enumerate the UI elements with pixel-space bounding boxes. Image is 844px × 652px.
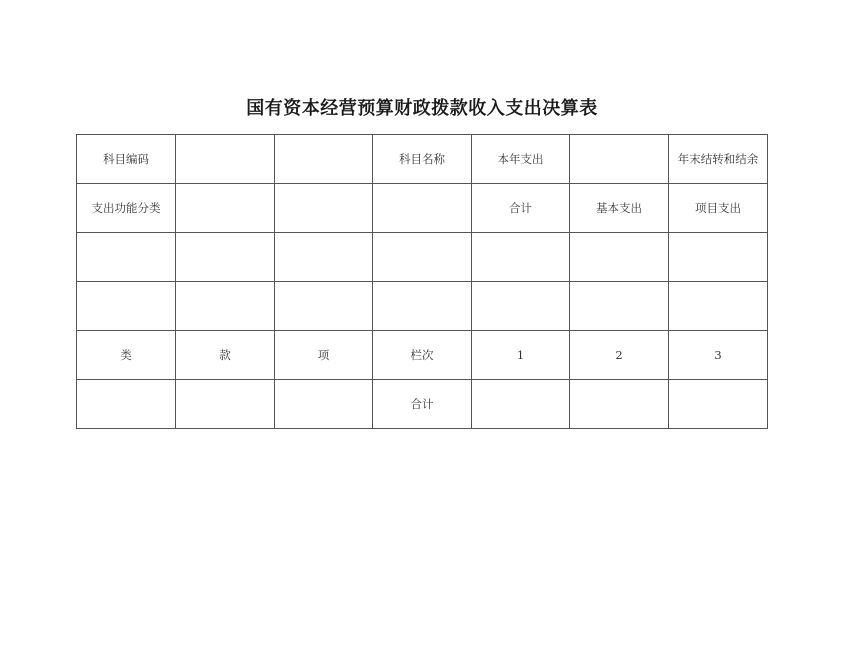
table-cell: 类 [77, 331, 176, 380]
table-row [77, 380, 768, 429]
table-cell [669, 380, 768, 429]
table-cell: 支出功能分类 [77, 184, 176, 233]
table-cell [77, 380, 176, 429]
table-cell [176, 380, 275, 429]
budget-table [76, 134, 768, 429]
table-row [77, 135, 768, 184]
table-cell: 1 [472, 331, 570, 380]
table-cell [570, 233, 669, 282]
table-row [77, 184, 768, 233]
table-cell [275, 380, 373, 429]
table-cell [176, 184, 275, 233]
table-cell [570, 282, 669, 331]
table-cell: 款 [176, 331, 275, 380]
table-cell [77, 282, 176, 331]
table-row [77, 282, 768, 331]
table-row [77, 233, 768, 282]
table-cell [77, 233, 176, 282]
table-cell [570, 380, 669, 429]
table-cell [176, 282, 275, 331]
table-cell [373, 282, 472, 331]
table-cell: 3 [669, 331, 768, 380]
table-cell: 科目编码 [77, 135, 176, 184]
table-cell [472, 233, 570, 282]
table-cell [373, 233, 472, 282]
table-cell: 本年支出 [472, 135, 570, 184]
table-cell [176, 135, 275, 184]
table-cell: 项 [275, 331, 373, 380]
table-cell [472, 380, 570, 429]
table-cell [275, 135, 373, 184]
table-cell: 合计 [373, 380, 472, 429]
table-cell [669, 233, 768, 282]
table-cell: 2 [570, 331, 669, 380]
table-row [77, 331, 768, 380]
table-cell: 合计 [472, 184, 570, 233]
table-cell: 项目支出 [669, 184, 768, 233]
table-cell [275, 282, 373, 331]
table-cell [669, 282, 768, 331]
table-cell [472, 282, 570, 331]
table-cell: 栏次 [373, 331, 472, 380]
table-cell [373, 184, 472, 233]
table-cell [275, 184, 373, 233]
table-cell: 年末结转和结余 [669, 135, 768, 184]
table-cell [275, 233, 373, 282]
page-title: 国有资本经营预算财政拨款收入支出决算表 [246, 98, 598, 119]
table-cell [176, 233, 275, 282]
table-cell [570, 135, 669, 184]
table-cell: 科目名称 [373, 135, 472, 184]
table-cell: 基本支出 [570, 184, 669, 233]
